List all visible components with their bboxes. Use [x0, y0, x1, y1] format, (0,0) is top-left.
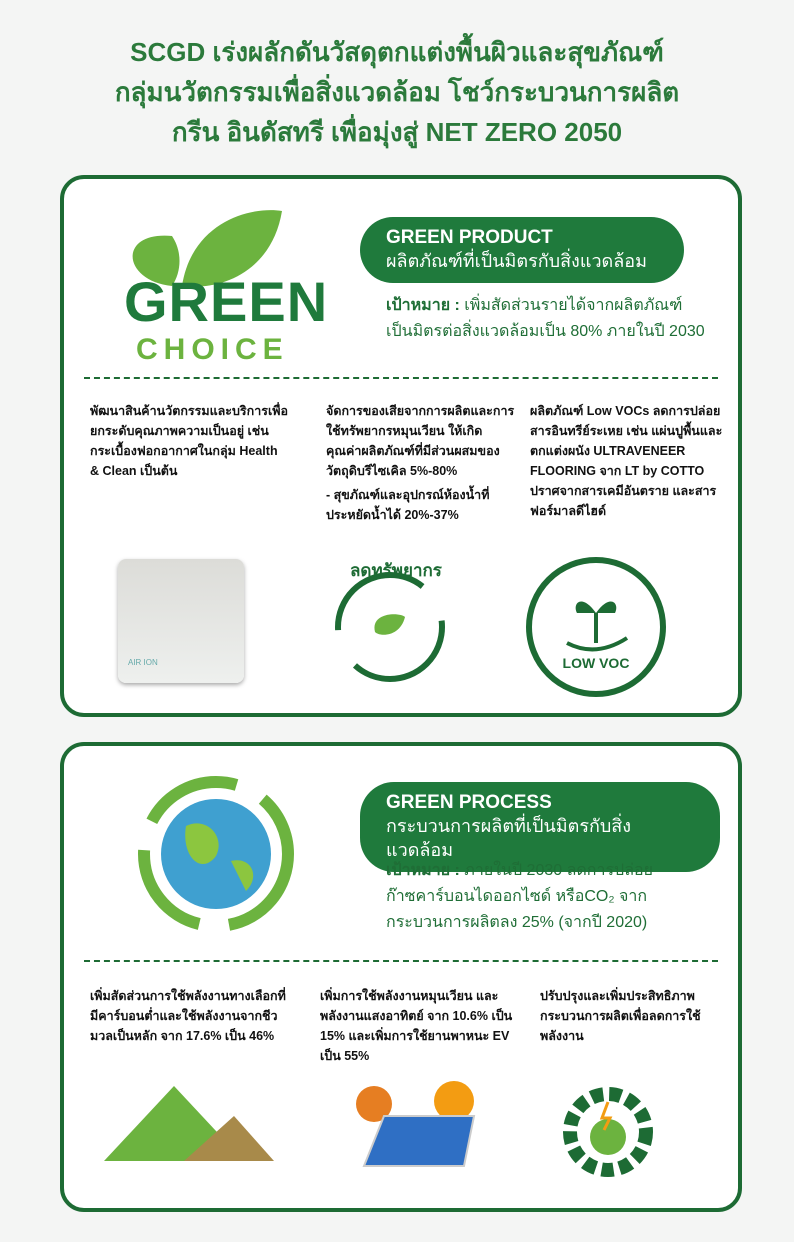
process-col-3: ปรับปรุงและเพิ่มประสิทธิภาพกระบวนการผลิตเพื่อลดการใช้พลังงาน: [540, 989, 701, 1043]
divider: [84, 960, 718, 962]
low-voc-icon: LOW VOC: [526, 557, 666, 697]
air-ion-tile-image: AIR ION: [118, 559, 244, 683]
process-goal: เป้าหมาย : ภายในปี 2030 ลดการปล่อย ก๊าซคาร์บอนไดออกไซด์ หรือCO₂ จาก กระบวนการผลิตลง 25% (จากปี 2020): [386, 862, 653, 931]
product-col-2: จัดการของเสียจากการผลิตและการใช้ทรัพยากรหมุนเวียน ให้เกิดคุณค่าผลิตภัณฑ์ที่มีส่วนผสมของวัตถุดิบรีไซเคิล 5%-80% - สุขภัณฑ์และอุปกรณ์ห้องน้ำที่ประหยัดน้ำได้ 20%-37%: [326, 404, 515, 522]
biomass-pile-icon: [94, 1076, 274, 1171]
product-goal: เป้าหมาย : เพิ่มสัดส่วนรายได้จากผลิตภัณฑ์ เป็นมิตรต่อสิ่งแวดล้อมเป็น 80% ภายในปี 2030: [386, 297, 705, 340]
globe-recycle-icon: [126, 766, 306, 941]
green-product-pill: GREEN PRODUCT ผลิตภัณฑ์ที่เป็นมิตรกับสิ่งแวดล้อม: [360, 217, 684, 283]
reduce-resources-icon: ลดทรัพยากร: [320, 557, 460, 697]
solar-panel-icon: [344, 1076, 484, 1181]
page-title: SCGD เร่งผลักดันวัสดุตกแต่งพื้นผิวและสุขภัณฑ์ กลุ่มนวัตกรรมเพื่อสิ่งแวดล้อม โชว์กระบวนการผลิต กรีน อินดัสทรี เพื่อมุ่งสู่ NET ZERO 2050: [114, 37, 680, 147]
product-col-1: พัฒนาสินค้านวัตกรรมและบริการเพื่อยกระดับคุณภาพความเป็นอยู่ เช่น กระเบื้องฟอกอากาศในกลุ่ม Health & Clean เป็นต้น: [90, 404, 288, 478]
process-col-1: เพิ่มสัดส่วนการใช้พลังงานทางเลือกที่มีคาร์บอนต่ำและใช้พลังงานจากชีวมวลเป็นหลัก จาก 17.6% เป็น 46%: [90, 989, 286, 1043]
divider: [84, 377, 718, 379]
process-col-2: เพิ่มการใช้พลังงานหมุนเวียน และพลังงานแสงอาทิตย์ จาก 10.6% เป็น 15% และเพิ่มการใช้ยานพาหนะ EV เป็น 55%: [320, 989, 513, 1063]
efficiency-gear-icon: [558, 1082, 658, 1187]
green-process-pill: GREEN PROCESS กระบวนการผลิตที่เป็นมิตรกับสิ่งแวดล้อม: [360, 782, 720, 872]
product-col-3: ผลิตภัณฑ์ Low VOCs ลดการปล่อยสารอินทรีย์ระเหย เช่น แผ่นปูพื้นและตกแต่งผนัง ULTRAVENEER FLOORING จาก LT by COTTO ปราศจากสารเคมีอันตราย และสารฟอร์มาลดีไฮด์: [530, 404, 723, 518]
green-choice-logo: GREEN CHOICE: [112, 201, 332, 361]
green-product-card: [60, 175, 742, 717]
green-process-card: [60, 742, 742, 1212]
